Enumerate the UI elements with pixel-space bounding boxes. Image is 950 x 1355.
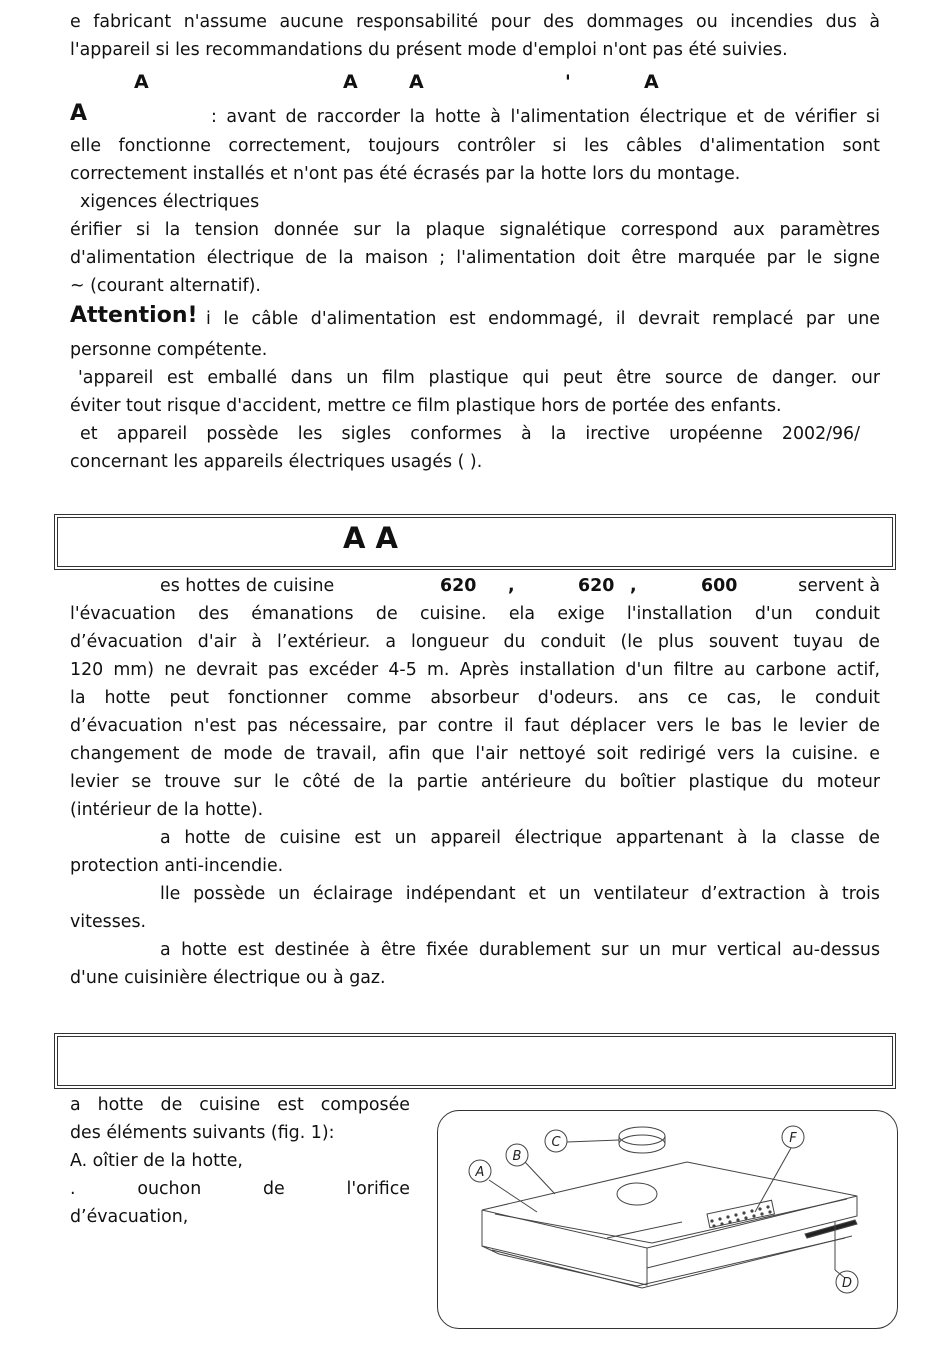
list-item: A. oîtier de la hotte, [70,1151,243,1171]
section-title-box-empty [54,1033,896,1089]
heading-fragment: A [644,71,659,93]
text-line: d'alimentation électrique de la maison ; l'alimentation doit être marquée par le signe [70,248,880,268]
text-line: correctement installés et n'ont pas été écrasés par la hotte lors du montage. [70,164,741,184]
exhaust-opening [617,1183,657,1205]
text-line: a hotte de cuisine est composée [70,1095,410,1115]
text-line: levier se trouve sur le côté de la partie antérieure du boîtier plastique du moteur [70,772,880,792]
text-line: érifier si la tension donnée sur la plaque signalétique correspond aux paramètres [70,220,880,240]
text-line: l'appareil si les recommandations du présent mode d'emploi n'ont pas été suivies. [70,40,788,60]
manufacturer-liability-paragraph [70,8,880,64]
text-line: a hotte est destinée à être fixée durablement sur un mur vertical au-dessus [160,940,880,960]
weee-paragraph [70,420,880,476]
packaging-paragraph [70,364,880,420]
heading-fragment: A [343,71,358,93]
text-line: et appareil possède les sigles conformes à la irective uropéenne 2002/96/ [80,424,860,444]
power-check-paragraph [70,100,880,188]
text-line: éviter tout risque d'accident, mettre ce film plastique hors de portée des enfants. [70,396,782,416]
section-title: A A [343,521,398,555]
separator: , [630,576,637,596]
text-line: vitesses. [70,912,147,932]
figure-label-c: C [551,1135,561,1150]
text-line: d’évacuation, [70,1207,189,1227]
model-number: 620 [440,576,477,596]
text-line: protection anti-incendie. [70,856,284,876]
electrical-requirements-paragraph [70,188,880,300]
section-title-box [54,514,896,570]
text-line: d’évacuation n'est pas nécessaire, par contre il faut déplacer vers le bas le levier de [70,716,880,736]
subheading: xigences électriques [80,192,260,212]
text-line: changement de mode de travail, afin que l'air nettoyé soit redirigé vers la cuisine. e [70,744,880,764]
heading-fragment: A [134,71,149,93]
text-line: a hotte de cuisine est un appareil électrique appartenant à la classe de [160,828,880,848]
text-line: d'une cuisinière électrique ou à gaz. [70,968,386,988]
text-line: 'appareil est emballé dans un film plastique qui peut être source de danger. our [78,368,880,388]
text-line: i le câble d'alimentation est endommagé, il devrait remplacé par une [206,309,880,329]
figure-label-b: B [512,1149,522,1164]
warning-lead: A [70,101,88,126]
duct-collar [619,1127,665,1145]
text-line: ~ (courant alternatif). [70,276,261,296]
text-line: la hotte peut fonctionner comme absorbeur d'odeurs. ans ce cas, le conduit [70,688,880,708]
text-fragment: es hottes de cuisine [160,576,335,596]
figure-label-f: F [789,1131,797,1146]
text-line: (intérieur de la hotte). [70,800,264,820]
text-line: personne compétente. [70,340,268,360]
separator: , [508,576,515,596]
attention-label: Attention! [70,303,198,328]
text-line: e fabricant n'assume aucune responsabilité pour des dommages ou incendies dus à [70,12,880,32]
text-line: elle fonctionne correctement, toujours contrôler si les câbles d'alimentation sont [70,136,880,156]
hood-top-surface [482,1162,857,1248]
heading-fragment: ' [565,71,571,93]
fragmented-heading [70,68,880,100]
text-line: : avant de raccorder la hotte à l'alimentation électrique et de vérifier si [211,107,880,127]
description-section [70,572,880,992]
models-line [70,572,880,600]
figure-label-a: A [475,1165,485,1180]
text-line: des éléments suivants (fig. 1): [70,1123,335,1143]
list-item: . ouchon de l'orifice [70,1179,410,1199]
heading-fragment: A [409,71,424,93]
text-line: lle possède un éclairage indépendant et un ventilateur d’extraction à trois [160,884,880,904]
text-line: l'évacuation des émanations de cuisine. ela exige l'installation d'un conduit [70,604,880,624]
model-number: 600 [701,576,738,596]
attention-paragraph [70,302,880,364]
text-line: d’évacuation d'air à l’extérieur. a longueur du conduit (le plus souvent tuyau de [70,632,880,652]
control-panel [707,1200,774,1227]
kitchen-hood-diagram [437,1110,898,1329]
components-list [70,1091,410,1231]
text-line: concernant les appareils électriques usagés ( ). [70,452,483,472]
figure-label-d: D [841,1276,853,1291]
text-line: 120 mm) ne devrait pas excéder 4-5 m. Après installation d'un filtre au carbone actif, [70,660,880,680]
text-fragment: servent à [798,576,880,596]
model-number: 620 [578,576,615,596]
